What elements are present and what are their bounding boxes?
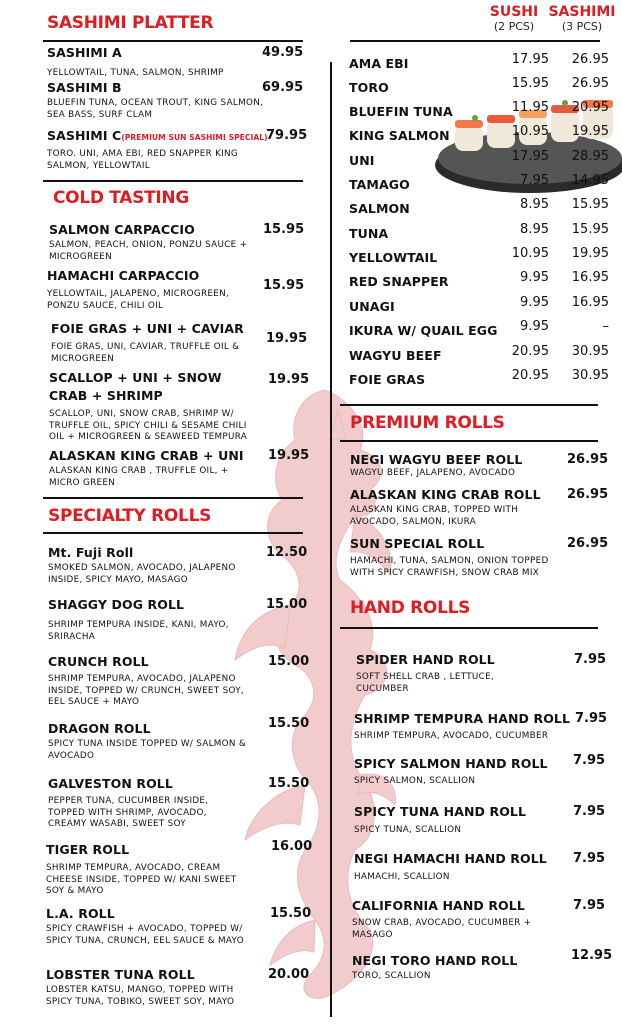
sushi-row: [349, 149, 609, 173]
item-desc: SPICY TUNA INSIDE TOPPED W/ SALMON & AVOCADO: [48, 739, 247, 761]
sushi-row: [349, 344, 609, 368]
item-name: SASHIMI A: [47, 45, 122, 60]
item-desc: SPICY SALMON, SCALLION: [354, 776, 476, 786]
sushi-row: [349, 319, 609, 343]
menu-item: [47, 45, 307, 80]
sashimi-platter-title: SASHIMI PLATTER: [47, 13, 214, 33]
item-name: SUN SPECIAL ROLL: [350, 536, 485, 551]
menu-item: [48, 716, 310, 762]
menu-item: [354, 753, 610, 788]
divider: [350, 40, 600, 42]
item-price: 49.95: [262, 45, 304, 60]
item-desc: HAMACHI, SCALLION: [354, 872, 450, 882]
item-desc: SPICY TUNA, SCALLION: [354, 825, 462, 835]
sashimi-price: 20.95: [571, 100, 609, 115]
sushi-row: [349, 52, 609, 76]
item-name: NEGI HAMACHI HAND ROLL: [354, 851, 547, 866]
item-name: L.A. ROLL: [46, 906, 115, 921]
sushi-row: [349, 295, 609, 319]
item-desc: SHRIMP TEMPURA, AVOCADO, CREAM CHEESE INSIDE, TOPPED W/ KANI SWEET SOY & MAYO: [46, 863, 237, 896]
item-price: 79.95: [266, 128, 308, 143]
sushi-row: [349, 222, 609, 246]
item-name: SALMON CARPACCIO: [49, 222, 195, 237]
menu-item: [46, 967, 308, 1008]
sushi-row: [349, 246, 609, 270]
item-name: Mt. Fuji Roll: [48, 545, 134, 560]
sushi-price: 8.95: [520, 197, 549, 212]
item-price: 15.00: [266, 597, 308, 612]
item-price: 16.00: [271, 839, 313, 854]
item-desc: SHRIMP TEMPURA INSIDE, KANI, MAYO, SRIRACHA: [48, 620, 229, 642]
item-name: SHRIMP TEMPURA HAND ROLL: [354, 711, 571, 726]
item-name: NEGI TORO HAND ROLL: [352, 953, 518, 968]
item-price: 7.95: [575, 711, 608, 726]
item-desc: BLUEFIN TUNA, OCEAN TROUT, KING SALMON, SEA BASS, SURF CLAM: [47, 98, 264, 120]
item-price: 15.00: [268, 654, 310, 669]
item-name: AMA EBI: [349, 56, 409, 71]
item-name: SPIDER HAND ROLL: [356, 652, 495, 667]
menu-item: [48, 776, 308, 831]
item-desc: LOBSTER KATSU, MANGO, TOPPED WITH SPICY TUNA, TOBIKO, SWEET SOY, MAYO: [46, 985, 235, 1007]
sashimi-price: –: [602, 319, 609, 334]
sushi-price: 15.95: [511, 76, 549, 91]
item-name: SPICY TUNA HAND ROLL: [354, 804, 527, 819]
column-divider: [330, 62, 332, 1017]
item-desc: TORO. UNI, AMA EBI, RED SNAPPER KING SALMON, YELLOWTAIL: [47, 149, 239, 171]
sashimi-price: 14.95: [571, 173, 609, 188]
item-name: NEGI WAGYU BEEF ROLL: [350, 452, 523, 467]
sashimi-price: 19.95: [571, 246, 609, 261]
item-name: TAMAGO: [349, 177, 410, 192]
item-name: TIGER ROLL: [46, 842, 130, 857]
item-name: WAGYU BEEF: [349, 348, 442, 363]
sushi-header: SUSHI (2 PCS): [489, 4, 539, 33]
item-desc: WAGYU BEEF, JALAPENO, AVOCADO: [350, 468, 516, 478]
menu-item: [48, 545, 308, 586]
sashimi-price: 16.95: [571, 295, 609, 310]
menu-item: [47, 128, 309, 172]
menu-item: [49, 222, 309, 263]
item-name: CALIFORNIA HAND ROLL: [352, 898, 525, 913]
sushi-price: 10.95: [511, 246, 549, 261]
item-name: UNI: [349, 153, 375, 168]
menu-item: [354, 851, 610, 884]
item-name: TORO: [349, 80, 389, 95]
menu-item: [49, 369, 309, 444]
sushi-price: 9.95: [520, 295, 549, 310]
item-name: UNAGI: [349, 299, 395, 314]
sushi-price: 17.95: [511, 149, 549, 164]
sushi-price: 17.95: [511, 52, 549, 67]
sushi-price: 9.95: [520, 319, 549, 334]
item-desc: FOIE GRAS, UNI, CAVIAR, TRUFFLE OIL & MICROGREEN: [51, 342, 240, 364]
sushi-price: 11.95: [511, 100, 549, 115]
item-desc: SNOW CRAB, AVOCADO, CUCUMBER + MASAGO: [352, 918, 532, 940]
item-name: SASHIMI B: [47, 80, 122, 95]
menu-item: [356, 652, 608, 695]
item-price: 7.95: [573, 804, 606, 819]
item-price: 19.95: [268, 372, 310, 387]
sushi-price: 10.95: [511, 124, 549, 139]
menu-item: [46, 839, 313, 898]
item-desc: SALMON, PEACH, ONION, PONZU SAUCE + MICROGREEN: [49, 240, 248, 262]
item-desc: SOFT SHELL CRAB , LETTUCE, CUCUMBER: [356, 672, 495, 694]
sushi-price: 9.95: [520, 270, 549, 285]
item-name: SALMON: [349, 201, 410, 216]
item-desc: SMOKED SALMON, AVOCADO, JALAPENO INSIDE, SPICY MAYO, MASAGO: [48, 563, 236, 585]
item-desc: YELLOWTAIL, TUNA, SALMON, SHRIMP: [47, 68, 224, 78]
item-desc: PEPPER TUNA, CUCUMBER INSIDE, TOPPED WITH SHRIMP, AVOCADO, CREAMY WASABI, SWEET SOY: [48, 796, 209, 829]
item-name: ALASKAN KING CRAB ROLL: [350, 487, 541, 502]
item-price: 7.95: [573, 851, 606, 866]
item-desc: HAMACHI, TUNA, SALMON, ONION TOPPED WITH SPICY CRAWFISH, SNOW CRAB MIX: [350, 556, 549, 578]
item-desc: YELLOWTAIL, JALAPENO, MICROGREEN, PONZU SAUCE, CHILI OIL: [47, 289, 230, 311]
item-price: 20.00: [268, 967, 310, 982]
sashimi-price: 30.95: [571, 368, 609, 383]
sashimi-price: 15.95: [571, 197, 609, 212]
item-name: SCALLOP + UNI + SNOW CRAB + SHRIMP: [49, 370, 222, 403]
item-price: 15.50: [270, 906, 312, 921]
item-name: YELLOWTAIL: [349, 250, 438, 265]
item-price: 15.50: [268, 716, 310, 731]
menu-item: [352, 948, 613, 983]
sushi-row: [349, 368, 609, 392]
item-price: 15.95: [263, 222, 305, 237]
item-desc: ALASKAN KING CRAB, TOPPED WITH AVOCADO, SALMON, IKURA: [350, 505, 519, 527]
menu-item: [49, 448, 309, 489]
specialty-rolls-title: SPECIALTY ROLLS: [48, 506, 212, 526]
sashimi-price: 26.95: [571, 76, 609, 91]
sushi-row: [349, 270, 609, 294]
divider: [340, 627, 598, 629]
sashimi-price: 16.95: [571, 270, 609, 285]
divider: [43, 532, 303, 534]
sashimi-price: 28.95: [571, 149, 609, 164]
menu-item: [354, 711, 610, 743]
item-name: TUNA: [349, 226, 389, 241]
item-name: BLUEFIN TUNA: [349, 104, 453, 119]
item-desc: SPICY CRAWFISH + AVOCADO, TOPPED W/ SPICY TUNA, CRUNCH, EEL SAUCE & MAYO: [46, 924, 244, 946]
item-price: 12.95: [571, 948, 613, 963]
item-name: LOBSTER TUNA ROLL: [46, 967, 195, 982]
item-price: 12.50: [266, 545, 308, 560]
item-name: SPICY SALMON HAND ROLL: [354, 756, 548, 771]
item-tag: (PREMIUM SUN SASHIMI SPECIAL): [121, 133, 268, 142]
menu-item: [47, 80, 307, 121]
item-name: GALVESTON ROLL: [48, 776, 173, 791]
menu-item: [51, 321, 311, 365]
sushi-row: [349, 173, 609, 197]
item-name: CRUNCH ROLL: [48, 654, 149, 669]
sashimi-header: SASHIMI (3 PCS): [548, 4, 616, 33]
item-desc: SHRIMP TEMPURA, AVOCADO, JALAPENO INSIDE, TOPPED W/ CRUNCH, SWEET SOY, EEL SAUCE + MAYO: [48, 674, 244, 707]
sushi-price: 8.95: [520, 222, 549, 237]
menu-item: [352, 898, 610, 941]
item-name: ALASKAN KING CRAB + UNI: [49, 448, 244, 463]
menu-item: [47, 268, 307, 312]
item-name: HAMACHI CARPACCIO: [47, 268, 200, 283]
sushi-price: 20.95: [511, 344, 549, 359]
divider: [340, 440, 598, 442]
sashimi-price: 30.95: [571, 344, 609, 359]
item-price: 19.95: [266, 331, 308, 346]
sashimi-price: 19.95: [571, 124, 609, 139]
item-name: IKURA W/ QUAIL EGG: [349, 323, 498, 338]
sashimi-price: 15.95: [571, 222, 609, 237]
divider: [43, 497, 303, 499]
sushi-price: 7.95: [520, 173, 549, 188]
item-name: DRAGON ROLL: [48, 721, 151, 736]
item-price: 15.50: [268, 776, 310, 791]
hand-rolls-title: HAND ROLLS: [350, 598, 471, 618]
menu-item: [350, 487, 608, 528]
menu-item: [46, 906, 312, 947]
item-price: 7.95: [573, 898, 606, 913]
item-price: 7.95: [573, 753, 606, 768]
item-name: SASHIMI C: [47, 128, 122, 143]
sushi-price: 20.95: [511, 368, 549, 383]
sushi-row: [349, 124, 609, 148]
divider: [43, 180, 303, 182]
sushi-row: [349, 76, 609, 100]
item-desc: SCALLOP, UNI, SNOW CRAB, SHRIMP W/ TRUFFLE OIL, SPICY CHILI & SESAME CHILI OIL + MICROGREEN & SEAWEED TEMPURA: [49, 409, 248, 442]
menu-item: [48, 654, 308, 709]
item-price: 7.95: [574, 652, 607, 667]
menu-item: [48, 597, 308, 643]
item-name: FOIE GRAS: [349, 372, 426, 387]
item-desc: ALASKAN KING CRAB , TRUFFLE OIL, + MICRO GREEN: [49, 466, 229, 488]
cold-tasting-title: COLD TASTING: [53, 188, 189, 208]
item-name: FOIE GRAS + UNI + CAVIAR: [51, 321, 244, 336]
item-price: 19.95: [268, 448, 310, 463]
item-name: RED SNAPPER: [349, 274, 449, 289]
item-name: KING SALMON: [349, 128, 450, 143]
item-desc: TORO, SCALLION: [352, 971, 431, 981]
menu-item: [354, 804, 610, 837]
item-price: 69.95: [262, 80, 304, 95]
item-price: 26.95: [567, 536, 609, 551]
sushi-row: [349, 197, 609, 221]
item-price: 26.95: [567, 452, 609, 467]
divider: [340, 404, 598, 406]
item-price: 15.95: [263, 278, 305, 293]
sushi-row: [349, 100, 609, 124]
premium-rolls-title: PREMIUM ROLLS: [350, 413, 505, 433]
menu-item: [350, 536, 608, 579]
item-name: SHAGGY DOG ROLL: [48, 597, 185, 612]
item-price: 26.95: [567, 487, 609, 502]
item-desc: SHRIMP TEMPURA, AVOCADO, CUCUMBER: [354, 731, 549, 741]
sashimi-price: 26.95: [571, 52, 609, 67]
divider: [43, 40, 303, 42]
menu-item: [350, 452, 608, 480]
